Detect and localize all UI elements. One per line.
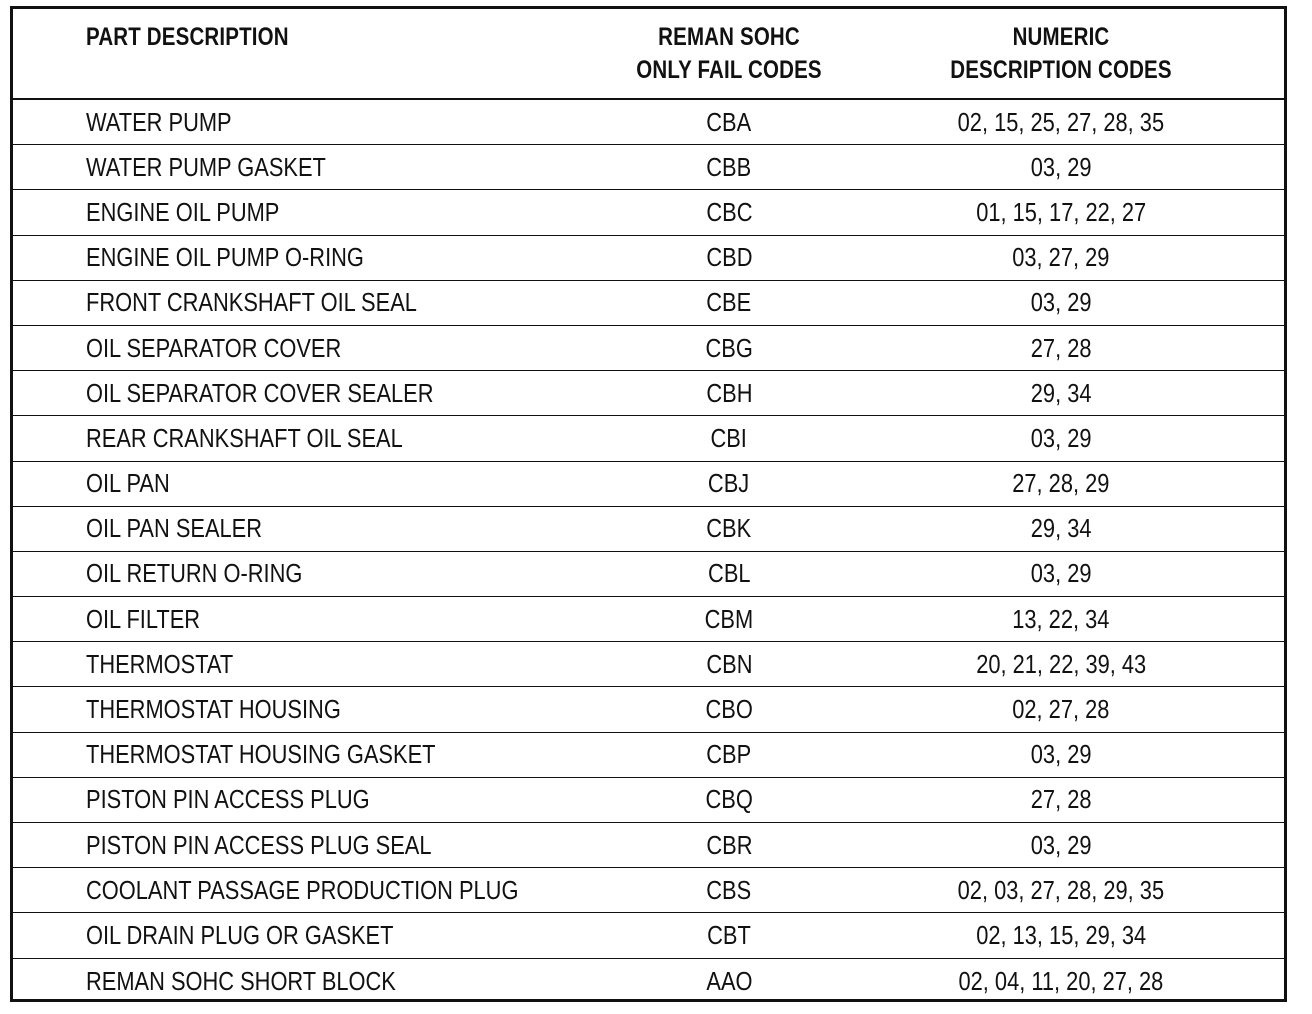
fail-code-cell (629, 371, 829, 415)
fail-code-cell-text: CBH (705, 377, 753, 408)
part-description-cell (86, 507, 296, 551)
fail-code-cell (629, 733, 829, 777)
numeric-codes-cell-text: 02, 03, 27, 28, 29, 35 (957, 874, 1165, 905)
table-row (13, 552, 1284, 597)
part-description-cell (86, 552, 344, 596)
part-description-cell (86, 733, 502, 777)
fail-codes-table (10, 6, 1287, 1002)
numeric-codes-cell (881, 913, 1241, 957)
numeric-codes-cell (881, 778, 1241, 822)
header-fail-codes-line1: REMAN SOHC (658, 23, 800, 51)
fail-code-cell (629, 642, 829, 686)
fail-code-cell-text: CBG (705, 332, 753, 363)
numeric-codes-cell-text: 03, 29 (1030, 422, 1092, 453)
part-description-cell (86, 462, 186, 506)
fail-code-cell-text: CBD (705, 242, 753, 273)
fail-code-cell-text: CBC (705, 196, 753, 227)
numeric-codes-cell (881, 552, 1241, 596)
part-description-cell (86, 778, 424, 822)
part-description-cell (86, 913, 452, 957)
numeric-codes-cell (881, 236, 1241, 280)
numeric-codes-cell (881, 959, 1241, 1004)
numeric-codes-cell (881, 733, 1241, 777)
part-description-cell-text: PISTON PIN ACCESS PLUG (86, 784, 370, 815)
part-description-cell-text: OIL FILTER (86, 603, 201, 634)
part-description-cell (86, 959, 455, 1004)
part-description-cell-text: COOLANT PASSAGE PRODUCTION PLUG (86, 874, 519, 905)
numeric-codes-cell (881, 597, 1241, 641)
fail-code-cell-text: CBB (706, 151, 752, 182)
part-description-cell (86, 326, 390, 370)
fail-code-cell-text: CBO (705, 694, 753, 725)
part-description-cell (86, 416, 463, 460)
numeric-codes-cell (881, 281, 1241, 325)
fail-code-cell-text: CBQ (705, 784, 753, 815)
header-numeric-codes-line1: NUMERIC (1012, 23, 1110, 51)
table-row (13, 823, 1284, 868)
part-description-cell (86, 145, 372, 189)
table-row (13, 326, 1284, 371)
part-description-cell (86, 190, 316, 234)
fail-code-cell (629, 959, 829, 1004)
numeric-codes-cell-text: 27, 28 (1030, 784, 1092, 815)
table-row (13, 145, 1284, 190)
numeric-codes-cell (881, 326, 1241, 370)
fail-code-cell-text: CBE (706, 287, 752, 318)
numeric-codes-cell-text: 03, 29 (1030, 151, 1092, 182)
fail-code-cell (629, 281, 829, 325)
numeric-codes-cell-text: 29, 34 (1030, 377, 1092, 408)
numeric-codes-cell-text: 02, 04, 11, 20, 27, 28 (958, 965, 1164, 996)
table-row (13, 236, 1284, 281)
fail-code-cell-text: CBP (706, 739, 752, 770)
table-row (13, 778, 1284, 823)
part-description-cell-text: ENGINE OIL PUMP O-RING (86, 242, 364, 273)
fail-code-cell (629, 778, 829, 822)
fail-code-cell (629, 326, 829, 370)
numeric-codes-cell-text: 03, 29 (1030, 558, 1092, 589)
numeric-codes-cell-text: 03, 27, 29 (1012, 242, 1110, 273)
fail-code-cell (629, 416, 829, 460)
table-row (13, 462, 1284, 507)
part-description-cell-text: PISTON PIN ACCESS PLUG SEAL (86, 829, 432, 860)
numeric-codes-cell-text: 13, 22, 34 (1012, 603, 1110, 634)
part-description-cell-text: OIL SEPARATOR COVER (86, 332, 342, 363)
part-description-cell-text: THERMOSTAT (86, 648, 234, 679)
table-row (13, 597, 1284, 642)
header-part-description-label: PART DESCRIPTION (86, 23, 289, 51)
part-description-cell-text: REMAN SOHC SHORT BLOCK (86, 965, 396, 996)
part-description-cell (86, 868, 601, 912)
part-description-cell-text: OIL RETURN O-RING (86, 558, 303, 589)
table-row (13, 507, 1284, 552)
numeric-codes-cell-text: 29, 34 (1030, 513, 1092, 544)
numeric-codes-cell (881, 371, 1241, 415)
numeric-codes-cell (881, 687, 1241, 731)
fail-code-cell-text: CBA (706, 106, 752, 137)
part-description-cell (86, 236, 417, 280)
part-description-cell-text: THERMOSTAT HOUSING (86, 694, 341, 725)
part-description-cell (86, 281, 480, 325)
numeric-codes-cell-text: 03, 29 (1030, 287, 1092, 318)
table-row (13, 281, 1284, 326)
table-header-row (13, 9, 1284, 100)
numeric-codes-cell-text: 02, 15, 25, 27, 28, 35 (957, 106, 1165, 137)
table-row (13, 913, 1284, 958)
fail-code-cell (629, 868, 829, 912)
part-description-cell (86, 687, 389, 731)
table-row (13, 733, 1284, 778)
fail-code-cell-text: CBI (710, 422, 748, 453)
table-row (13, 959, 1284, 1004)
table-row (13, 687, 1284, 732)
numeric-codes-cell-text: 03, 29 (1030, 829, 1092, 860)
fail-code-cell (629, 145, 829, 189)
fail-code-cell-text: CBK (706, 513, 752, 544)
fail-code-cell (629, 236, 829, 280)
numeric-codes-cell-text: 01, 15, 17, 22, 27 (975, 196, 1146, 227)
table-row (13, 371, 1284, 416)
numeric-codes-cell (881, 190, 1241, 234)
numeric-codes-cell-text: 27, 28, 29 (1012, 468, 1110, 499)
part-description-cell-text: OIL PAN SEALER (86, 513, 263, 544)
header-part-description (86, 21, 289, 54)
fail-code-cell (629, 100, 829, 144)
fail-code-cell (629, 507, 829, 551)
numeric-codes-cell-text: 02, 13, 15, 29, 34 (975, 919, 1146, 950)
part-description-cell-text: ENGINE OIL PUMP (86, 196, 280, 227)
part-description-cell-text: THERMOSTAT HOUSING GASKET (86, 739, 436, 770)
fail-code-cell (629, 687, 829, 731)
part-description-cell-text: FRONT CRANKSHAFT OIL SEAL (86, 287, 417, 318)
fail-code-cell-text: CBJ (708, 468, 750, 499)
fail-code-cell-text: AAO (705, 965, 753, 996)
fail-code-cell (629, 552, 829, 596)
part-description-cell-text: WATER PUMP GASKET (86, 151, 326, 182)
fail-code-cell (629, 190, 829, 234)
numeric-codes-cell (881, 823, 1241, 867)
numeric-codes-cell (881, 507, 1241, 551)
numeric-codes-cell (881, 868, 1241, 912)
numeric-codes-cell (881, 642, 1241, 686)
numeric-codes-cell-text: 03, 29 (1030, 739, 1092, 770)
fail-code-cell-text: CBL (707, 558, 751, 589)
fail-code-cell-text: CBS (706, 874, 752, 905)
fail-code-cell (629, 823, 829, 867)
part-description-cell-text: OIL PAN (86, 468, 170, 499)
table-row (13, 868, 1284, 913)
part-description-cell (86, 823, 497, 867)
part-description-cell-text: WATER PUMP (86, 106, 232, 137)
numeric-codes-cell (881, 100, 1241, 144)
table-row (13, 100, 1284, 145)
fail-code-cell (629, 913, 829, 957)
part-description-cell (86, 371, 500, 415)
part-description-cell-text: OIL SEPARATOR COVER SEALER (86, 377, 434, 408)
fail-code-cell-text: CBM (704, 603, 754, 634)
fail-code-cell-text: CBN (705, 648, 753, 679)
table-row (13, 190, 1284, 235)
table-row (13, 416, 1284, 461)
part-description-cell-text: OIL DRAIN PLUG OR GASKET (86, 919, 394, 950)
fail-code-cell-text: CBT (707, 919, 751, 950)
table-row (13, 642, 1284, 687)
numeric-codes-cell-text: 20, 21, 22, 39, 43 (975, 648, 1146, 679)
fail-code-cell (629, 462, 829, 506)
part-description-cell (86, 642, 261, 686)
numeric-codes-cell (881, 416, 1241, 460)
numeric-codes-cell-text: 27, 28 (1030, 332, 1092, 363)
numeric-codes-cell-text: 02, 27, 28 (1012, 694, 1110, 725)
part-description-cell-text: REAR CRANKSHAFT OIL SEAL (86, 422, 403, 453)
part-description-cell (86, 100, 259, 144)
header-fail-codes-line2: ONLY FAIL CODES (636, 56, 822, 84)
table-body (13, 100, 1284, 1004)
part-description-cell (86, 597, 222, 641)
numeric-codes-cell (881, 462, 1241, 506)
fail-code-cell (629, 597, 829, 641)
fail-code-cell-text: CBR (705, 829, 753, 860)
numeric-codes-cell (881, 145, 1241, 189)
header-numeric-codes-line2: DESCRIPTION CODES (950, 56, 1172, 84)
